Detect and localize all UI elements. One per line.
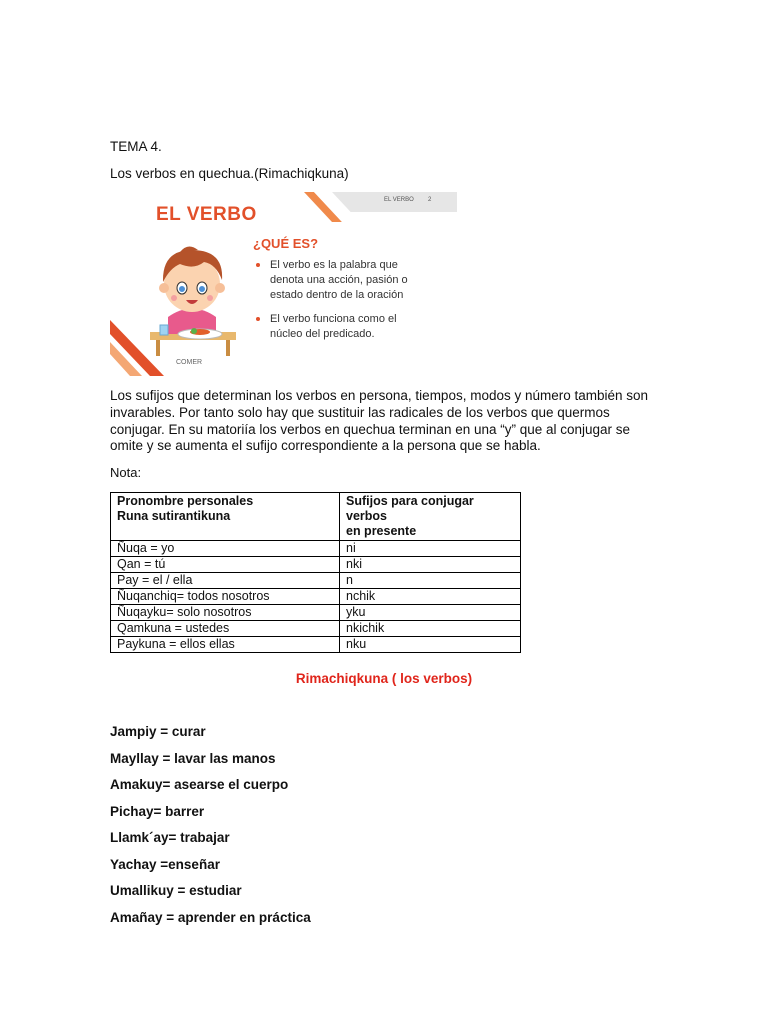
bullet-line: El verbo funciona como el [270, 313, 397, 325]
suffix-cell: nchik [340, 589, 521, 605]
bullet-line: denota una acción, pasión o [270, 274, 408, 286]
pronoun-cell: Qan = tú [111, 557, 340, 573]
verb-slide-image [110, 192, 457, 376]
table-header-pronouns [111, 493, 340, 541]
suffix-cell: nku [340, 637, 521, 653]
intro-paragraph: Los sufijos que determinan los verbos en persona, tiempos, modos y número también son invarables. Por tanto solo hay que sustituir las radicales de los verbos que quermos conjugar. En su matoriía los verbos en quechua terminan en una “y” que al conjugar se omite y se aumenta el sufijo correspondiente a la persona que se habla. [110, 388, 649, 454]
table-row [111, 541, 521, 557]
table-row [111, 573, 521, 589]
slide-header-label: EL VERBO [384, 197, 414, 203]
pronoun-cell: Paykuna = ellos ellas [111, 637, 340, 653]
verb-item: Yachay =enseñar [110, 857, 220, 872]
suffix-cell: yku [340, 605, 521, 621]
bullet-dot [256, 317, 260, 321]
bullet-line: estado dentro de la oración [270, 289, 404, 301]
bullet-line: El verbo es la palabra que [270, 259, 398, 271]
header-line: Sufijos para conjugar verbos [346, 494, 474, 523]
verb-item: Mayllay = lavar las manos [110, 751, 276, 766]
suffix-table [110, 492, 521, 653]
header-line: Pronombre personales [117, 494, 254, 508]
table-header-suffixes [340, 493, 521, 541]
slide-question: ¿QUÉ ES? [253, 236, 319, 251]
verbs-section-title: Rimachiqkuna ( los verbos) [295, 671, 473, 686]
pronoun-cell: Ñuqayku= solo nosotros [111, 605, 340, 621]
slide-title: EL VERBO [156, 204, 257, 225]
table-header-row [111, 493, 521, 541]
verb-item: Jampiy = curar [110, 724, 206, 739]
slide-caption: COMER [176, 359, 203, 366]
verb-item: Pichay= barrer [110, 804, 205, 819]
pronoun-cell: Pay = el / ella [111, 573, 340, 589]
table-row [111, 589, 521, 605]
suffix-cell: ni [340, 541, 521, 557]
verb-item: Llamk´ay= trabajar [110, 830, 230, 845]
slide-bullet-1 [270, 258, 408, 303]
suffix-cell: n [340, 573, 521, 589]
verb-item: Amakuy= asearse el cuerpo [110, 777, 289, 792]
bullet-dot [256, 263, 260, 267]
pronoun-cell: Qamkuna = ustedes [111, 621, 340, 637]
note-label: Nota: [110, 465, 142, 480]
header-line: Runa sutirantikuna [117, 509, 231, 523]
slide-bullet-2 [270, 312, 397, 342]
topic-subtitle: Los verbos en quechua.(Rimachiqkuna) [110, 166, 349, 181]
suffix-cell: nkichik [340, 621, 521, 637]
slide-page-number: 2 [428, 197, 432, 203]
header-line: en presente [346, 524, 417, 538]
pronoun-cell: Ñuqanchiq= todos nosotros [111, 589, 340, 605]
table-row [111, 557, 521, 573]
verb-item: Amañay = aprender en práctica [110, 910, 311, 925]
suffix-cell: nki [340, 557, 521, 573]
pronoun-cell: Ñuqa = yo [111, 541, 340, 557]
topic-heading: TEMA 4. [110, 139, 162, 154]
table-row [111, 637, 521, 653]
table-row [111, 605, 521, 621]
table-row [111, 621, 521, 637]
bullet-line: núcleo del predicado. [270, 328, 375, 340]
verb-item: Umallikuy = estudiar [110, 883, 242, 898]
